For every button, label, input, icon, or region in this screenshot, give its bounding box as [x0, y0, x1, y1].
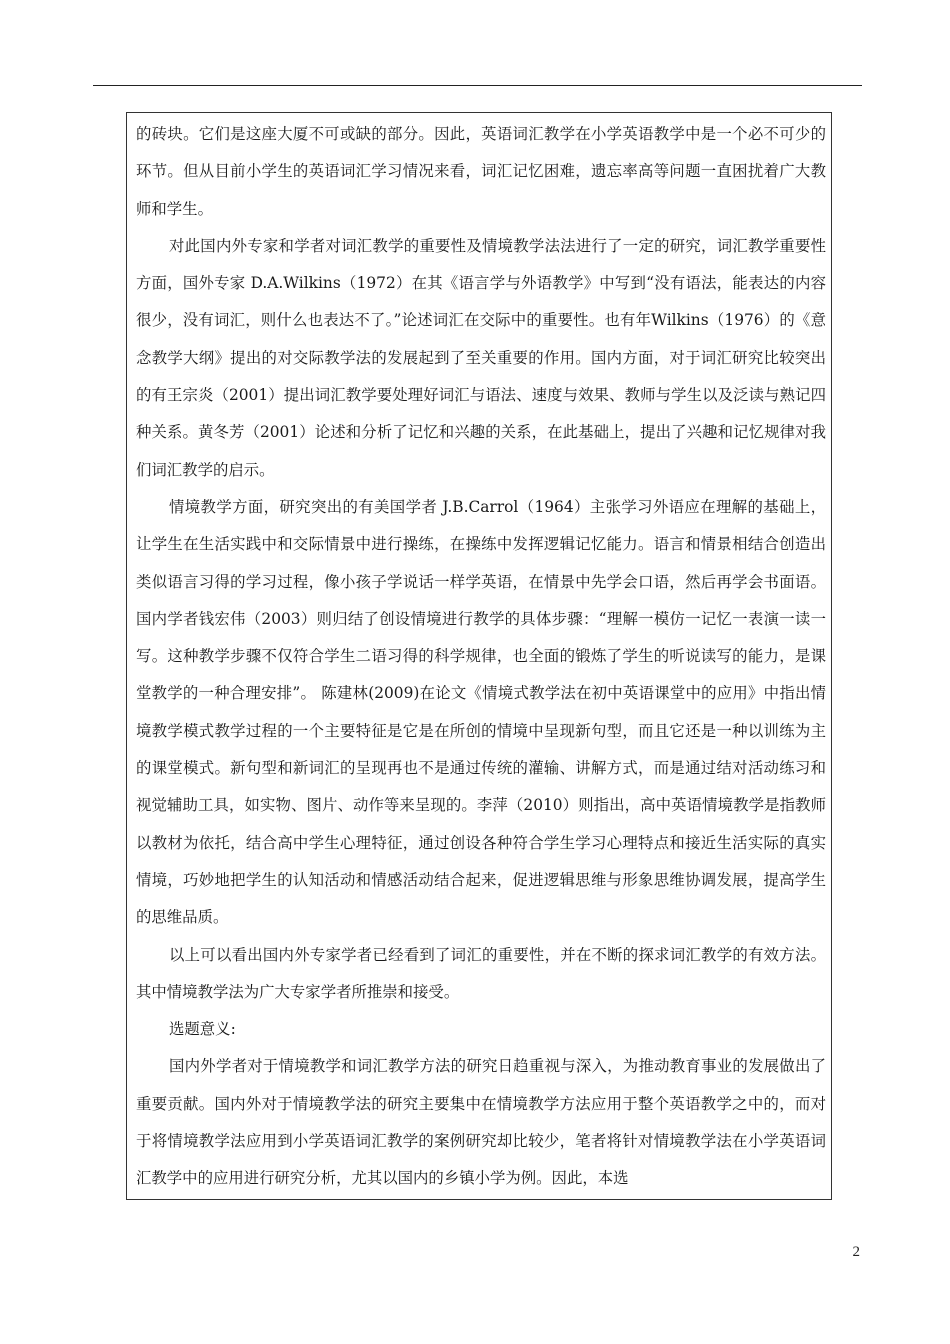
- paragraph-summary: 以上可以看出国内外专家学者已经看到了词汇的重要性，并在不断的探求词汇教学的有效方法。其中情境教学法为广大专家学者所推崇和接受。: [136, 945, 826, 1001]
- paragraph-significance: 国内外学者对于情境教学和词汇教学方法的研究日趋重视与深入，为推动教育事业的发展做出了重要贡献。国内外对于情境教学法的研究主要集中在情境教学方法应用于整个英语教学之中的，而对于将情境教学法应用到小学英语词汇教学的案例研究却比较少，笔者将针对情境教学法在小学英语词汇教学中的应用进行研究分析，尤其以国内的乡镇小学为例。因此，本选: [136, 1057, 826, 1188]
- section-heading-significance: 选题意义:: [169, 1020, 236, 1039]
- paragraph-vocabulary-research: 对此国内外专家和学者对词汇教学的重要性及情境教学法法进行了一定的研究，词汇教学重要性方面，国外专家 D.A.Wilkins（1972）在其《语言学与外语教学》中写到“没有语法，能表达的内容很少，没有词汇，则什么也表达不了。”论述词汇在交际中的重要性。也有年Wilkins（1976）的《意念教学大纲》提出的对交际教学法的发展起到了至关重要的作用。国内方面，对于词汇研究比较突出的有王宗炎（2001）提出词汇教学要处理好词汇与语法、速度与效果、教师与学生以及泛读与熟记四种关系。黄冬芳（2001）论述和分析了记忆和兴趣的关系，在此基础上，提出了兴趣和记忆规律对我们词汇教学的启示。: [136, 236, 826, 479]
- paragraph-continuation: 的砖块。它们是这座大厦不可或缺的部分。因此，英语词汇教学在小学英语教学中是一个必不可少的环节。但从目前小学生的英语词汇学习情况来看，词汇记忆困难，遗忘率高等问题一直困扰着广大教师和学生。: [136, 125, 826, 218]
- document-body: [136, 116, 826, 1198]
- page-number: 2: [852, 1244, 860, 1260]
- header-rule: [93, 85, 862, 86]
- paragraph-situational-teaching: 情境教学方面，研究突出的有美国学者 J.B.Carrol（1964）主张学习外语应在理解的基础上，让学生在生活实践中和交际情景中进行操练，在操练中发挥逻辑记忆能力。语言和情景相结合创造出类似语言习得的学习过程，像小孩子学说话一样学英语，在情景中先学会口语，然后再学会书面语。国内学者钱宏伟（2003）则归结了创设情境进行教学的具体步骤：“理解一模仿一记忆一表演一读一写。这种教学步骤不仅符合学生二语习得的科学规律，也全面的锻炼了学生的听说读写的能力，是课堂教学的一种合理安排”。 陈建林(2009)在论文《情境式教学法在初中英语课堂中的应用》中指出情境教学模式教学过程的一个主要特征是它是在所创的情境中呈现新句型，而且它还是一种以训练为主的课堂模式。新句型和新词汇的呈现再也不是通过传统的灌输、讲解方式，而是通过结对活动练习和视觉辅助工具，如实物、图片、动作等来呈现的。李萍（2010）则指出，高中英语情境教学是指教师以教材为依托，结合高中学生心理特征，通过创设各种符合学生学习心理特点和接近生活实际的真实情境，巧妙地把学生的认知活动和情感活动结合起来，促进逻辑思维与形象思维协调发展，提高学生的思维品质。: [136, 497, 826, 927]
